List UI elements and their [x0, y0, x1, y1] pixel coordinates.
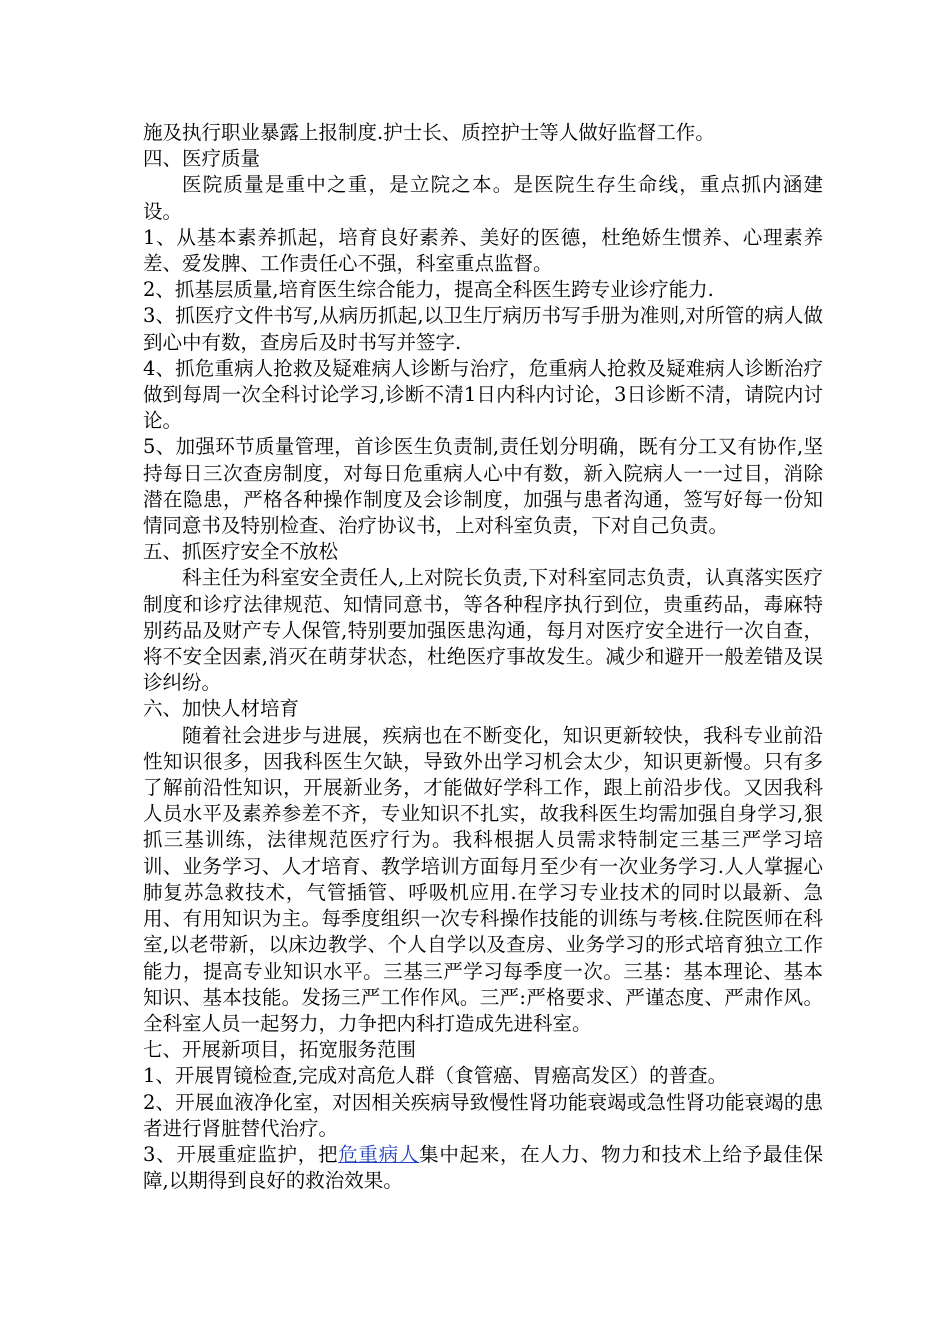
list-item: 2、抓基层质量,培育医生综合能力，提高全科医生跨专业诊疗能力. — [143, 278, 714, 302]
list-item — [143, 1142, 823, 1194]
list-item-text: 3、开展重症监护，把 — [143, 1142, 339, 1166]
paragraph: 科主任为科室安全责任人,上对院长负责,下对科室同志负责，认真落实医疗制度和诊疗法律规范、知情同意书，等各种程序执行到位，贵重药品，毒麻特别药品及财产专人保管,特别要加强医患沟通，每月对医疗安全进行一次自查，将不安全因素,消灭在萌芽状态，杜绝医疗事故发生。减少和避开一般差错及误诊纠纷。 — [143, 566, 823, 695]
section-heading: 六、加快人材培育 — [143, 697, 300, 721]
list-item: 1、从基本素养抓起，培育良好素养、美好的医德，杜绝娇生惯养、心理素养差、爱发脾、工作责任心不强，科室重点监督。 — [143, 225, 823, 276]
paragraph: 医院质量是重中之重，是立院之本。是医院生存生命线，重点抓内涵建设。 — [143, 173, 823, 223]
list-item: 4、抓危重病人抢救及疑难病人诊断与治疗，危重病人抢救及疑难病人诊断治疗做到每周一次全科讨论学习,诊断不清1日内科内讨论，3日诊断不清，请院内讨论。 — [143, 356, 823, 433]
paragraph: 随着社会进步与进展，疾病也在不断变化，知识更新较快，我科专业前沿性知识很多，因我科医生欠缺，导致外出学习机会太少，知识更新慢。只有多了解前沿性知识，开展新业务，才能做好学科工作，跟上前沿步伐。又因我科人员水平及素养参差不齐，专业知识不扎实，故我科医生均需加强自身学习,狠抓三基训练，法律规范医疗行为。我科根据人员需求特制定三基三严学习培训、业务学习、人才培育、教学培训方面每月至少有一次业务学习.人人掌握心肺复苏急救技术，气管插管、呼吸机应用.在学习专业技术的同时以最新、急用、有用知识为主。每季度组织一次专科操作技能的训练与考核.住院医师在科室,以老带新，以床边教学、个人自学以及查房、业务学习的形式培育独立工作能力，提高专业知识水平。三基三严学习每季度一次。三基：基本理论、基本知识、基本技能。发扬三严工作作风。三严:严格要求、严谨态度、严肃作风。全科室人员一起努力，力争把内科打造成先进科室。 — [143, 723, 823, 1035]
section-heading: 五、抓医疗安全不放松 — [143, 540, 339, 564]
section-heading: 七、开展新项目，拓宽服务范围 — [143, 1038, 417, 1062]
critical-patient-link[interactable]: 危重病人 — [338, 1142, 420, 1166]
paragraph: 施及执行职业暴露上报制度.护士长、质控护士等人做好监督工作。 — [143, 121, 715, 144]
list-item: 1、开展胃镜检查,完成对高危人群（食管癌、胃癌高发区）的普查。 — [143, 1064, 728, 1088]
list-item-text: 集中起来，在人力、物力和技术上给予最佳保障,以期得到良好的救治效果。 — [143, 1142, 823, 1193]
list-item: 3、抓医疗文件书写,从病历抓起,以卫生厅病历书写手册为准则,对所管的病人做到心中有数，查房后及时书写并签字. — [143, 304, 823, 354]
list-item: 2、开展血液净化室，对因相关疾病导致慢性肾功能衰竭或急性肾功能衰竭的患者进行肾脏替代治疗。 — [143, 1090, 823, 1140]
list-item: 5、加强环节质量管理，首诊医生负责制,责任划分明确，既有分工又有协作,坚持每日三次查房制度，对每日危重病人心中有数，新入院病人一一过目，消除潜在隐患，严格各种操作制度及会诊制度，加强与患者沟通，签写好每一份知情同意书及特别检查、治疗协议书，上对科室负责，下对自己负责。 — [143, 435, 823, 538]
document-body — [143, 120, 823, 1194]
section-heading: 四、医疗质量 — [143, 147, 261, 171]
